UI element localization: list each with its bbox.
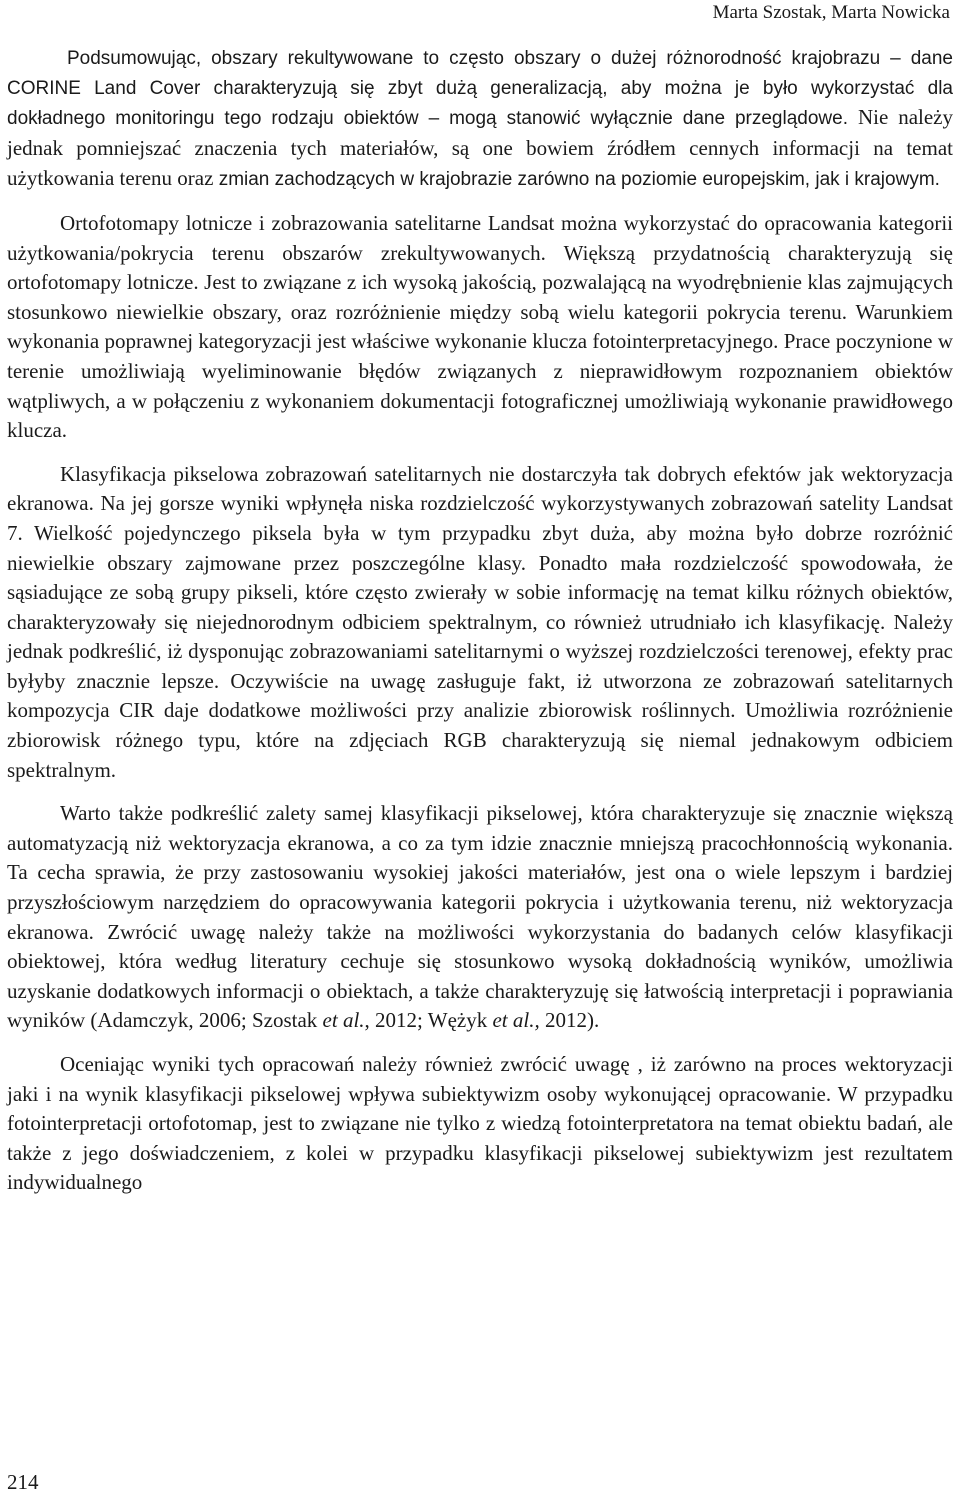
paragraph-1-sans-end: zmian zachodzących w krajobrazie zarówno na poziomie europejskim, jak i krajowym. <box>218 169 940 191</box>
paragraph-4 <box>7 799 953 1036</box>
body-text <box>7 44 953 1198</box>
paragraph-4-text-3: 2012). <box>539 1008 600 1033</box>
paragraph-2: Ortofotomapy lotnicze i zobrazowania satelitarne Landsat można wykorzystać do opracowania kategorii użytkowania/pokrycia terenu obszarów zrekultywowanych. Większą przydatnością charakteryzują się ortofotomapy lotnicze. Jest to związane z ich wysoką jakością, pozwalającą na wyodrębnienie klas zajmujących stosunkowo niewielkie obszary, oraz rozróżnienie między sobą wielu kategorii pokrycia terenu. Warunkiem wykonania poprawnej kategoryzacji jest właściwe wykonanie klucza fotointerpretacyjnego. Prace poczynione w terenie umożliwiają wyeliminowanie błędów związanych z nieprawidłowym rozpoznaniem obiektów wątpliwych, a w połączeniu z wykonaniem dokumentacji fotograficznej umożliwiają wykonanie prawidłowego klucza. <box>7 210 953 443</box>
paragraph-4-text-2: , 2012; Wężyk <box>364 1008 493 1033</box>
paragraph-1-serif: Nie należy jednak pomniejszać znaczenia tych materiałów, są one bowiem źródłem cennych informacji na temat użytkowania terenu oraz <box>7 105 953 191</box>
et-al-italic-2: et al., <box>492 1008 540 1033</box>
paragraph-1-sans: Podsumowując, obszary rekultywowane to często obszary o dużej różnorodność krajobrazu – dane CORINE Land Cover charakteryzują się zbyt dużą generalizacją, aby można je było wykorzystać dla dokładnego monitoringu tego rodzaju obiektów – mogą stanowić wyłącznie dane przeglądowe. <box>7 48 953 130</box>
paragraph-4-text: Warto także podkreślić zalety samej klasyfikacji pikselowej, która charakteryzuje się znacznie większą automatyzacją niż wektoryzacja ekranowa, a co za tym idzie znacznie mniejszą pracochłonnością wykonania. Ta cecha sprawia, że przy zastosowaniu wysokiej jakości materiałów, jest ona o wiele lepszym i bardziej przyszłościowym narzędziem do opracowywania kategorii pokrycia i użytkowania terenu, niż wektoryzacja ekranowa. Zwrócić uwagę należy także na możliwości wykorzystania do badanych celów klasyfikacji obiektowej, która według literatury cechuje się stosunkowo wysoką dokładnością wyników, umożliwia uzyskanie dodatkowych informacji o obiektach, a także charakteryzuję się łatwością interpretacji i poprawiania wyników (Adamczyk, 2006; Szostak <box>7 801 953 1033</box>
paragraph-5: Oceniając wyniki tych opracowań należy również zwrócić uwagę , iż zarówno na proces wektoryzacji jaki i na wynik klasyfikacji pikselowej wpływa subiektywizm osoby wykonującej opracowanie. W przypadku fotointerpretacji ortofotomap, jest to związane nie tylko z wiedzą fotointerpretatora na temat obiektu badań, ale także z jego doświadczeniem, z kolei w przypadku klasyfikacji pikselowej subiektywizm jest rezultatem indywidualnego <box>7 1052 953 1195</box>
et-al-italic: et al. <box>322 1008 365 1033</box>
page-number: 214 <box>7 1470 39 1494</box>
running-header: Marta Szostak, Marta Nowicka <box>712 2 950 23</box>
paragraph-3: Klasyfikacja pikselowa zobrazowań satelitarnych nie dostarczyła tak dobrych efektów jak wektoryzacja ekranowa. Na jej gorsze wyniki wpłynęła niska rozdzielczość wykorzystywanych zobrazowań satelity Landsat 7. Wielkość pojedynczego piksela była w tym przypadku zbyt duża, aby można było dobrze rozróżnić niewielkie obszary zajmowane przez poszczególne klasy. Ponadto mała rozdzielczość spowodowała, że sąsiadujące ze sobą grupy pikseli, które często zwierały w sobie informację na temat kilku różnych obiektów, charakteryzowały się niejednorodnym odbiciem spektralnym, co również utrudniało ich klasyfikację. Należy jednak podkreślić, iż dysponując zobrazowaniami satelitarnymi o wyższej rozdzielczości terenowej, efekty prac byłyby znacznie lepsze. Oczywiście na uwagę zasługuje fakt, iż utworzona ze zobrazowań satelitarnych kompozycja CIR daje dodatkowe możliwości przy analizie zbiorowisk roślinnych. Umożliwia rozróżnienie zbiorowisk różnego typu, które na zdjęciach RGB charakteryzują się niemal jednakowym odbiciem spektralnym. <box>7 461 953 782</box>
paragraph-1 <box>7 44 953 195</box>
